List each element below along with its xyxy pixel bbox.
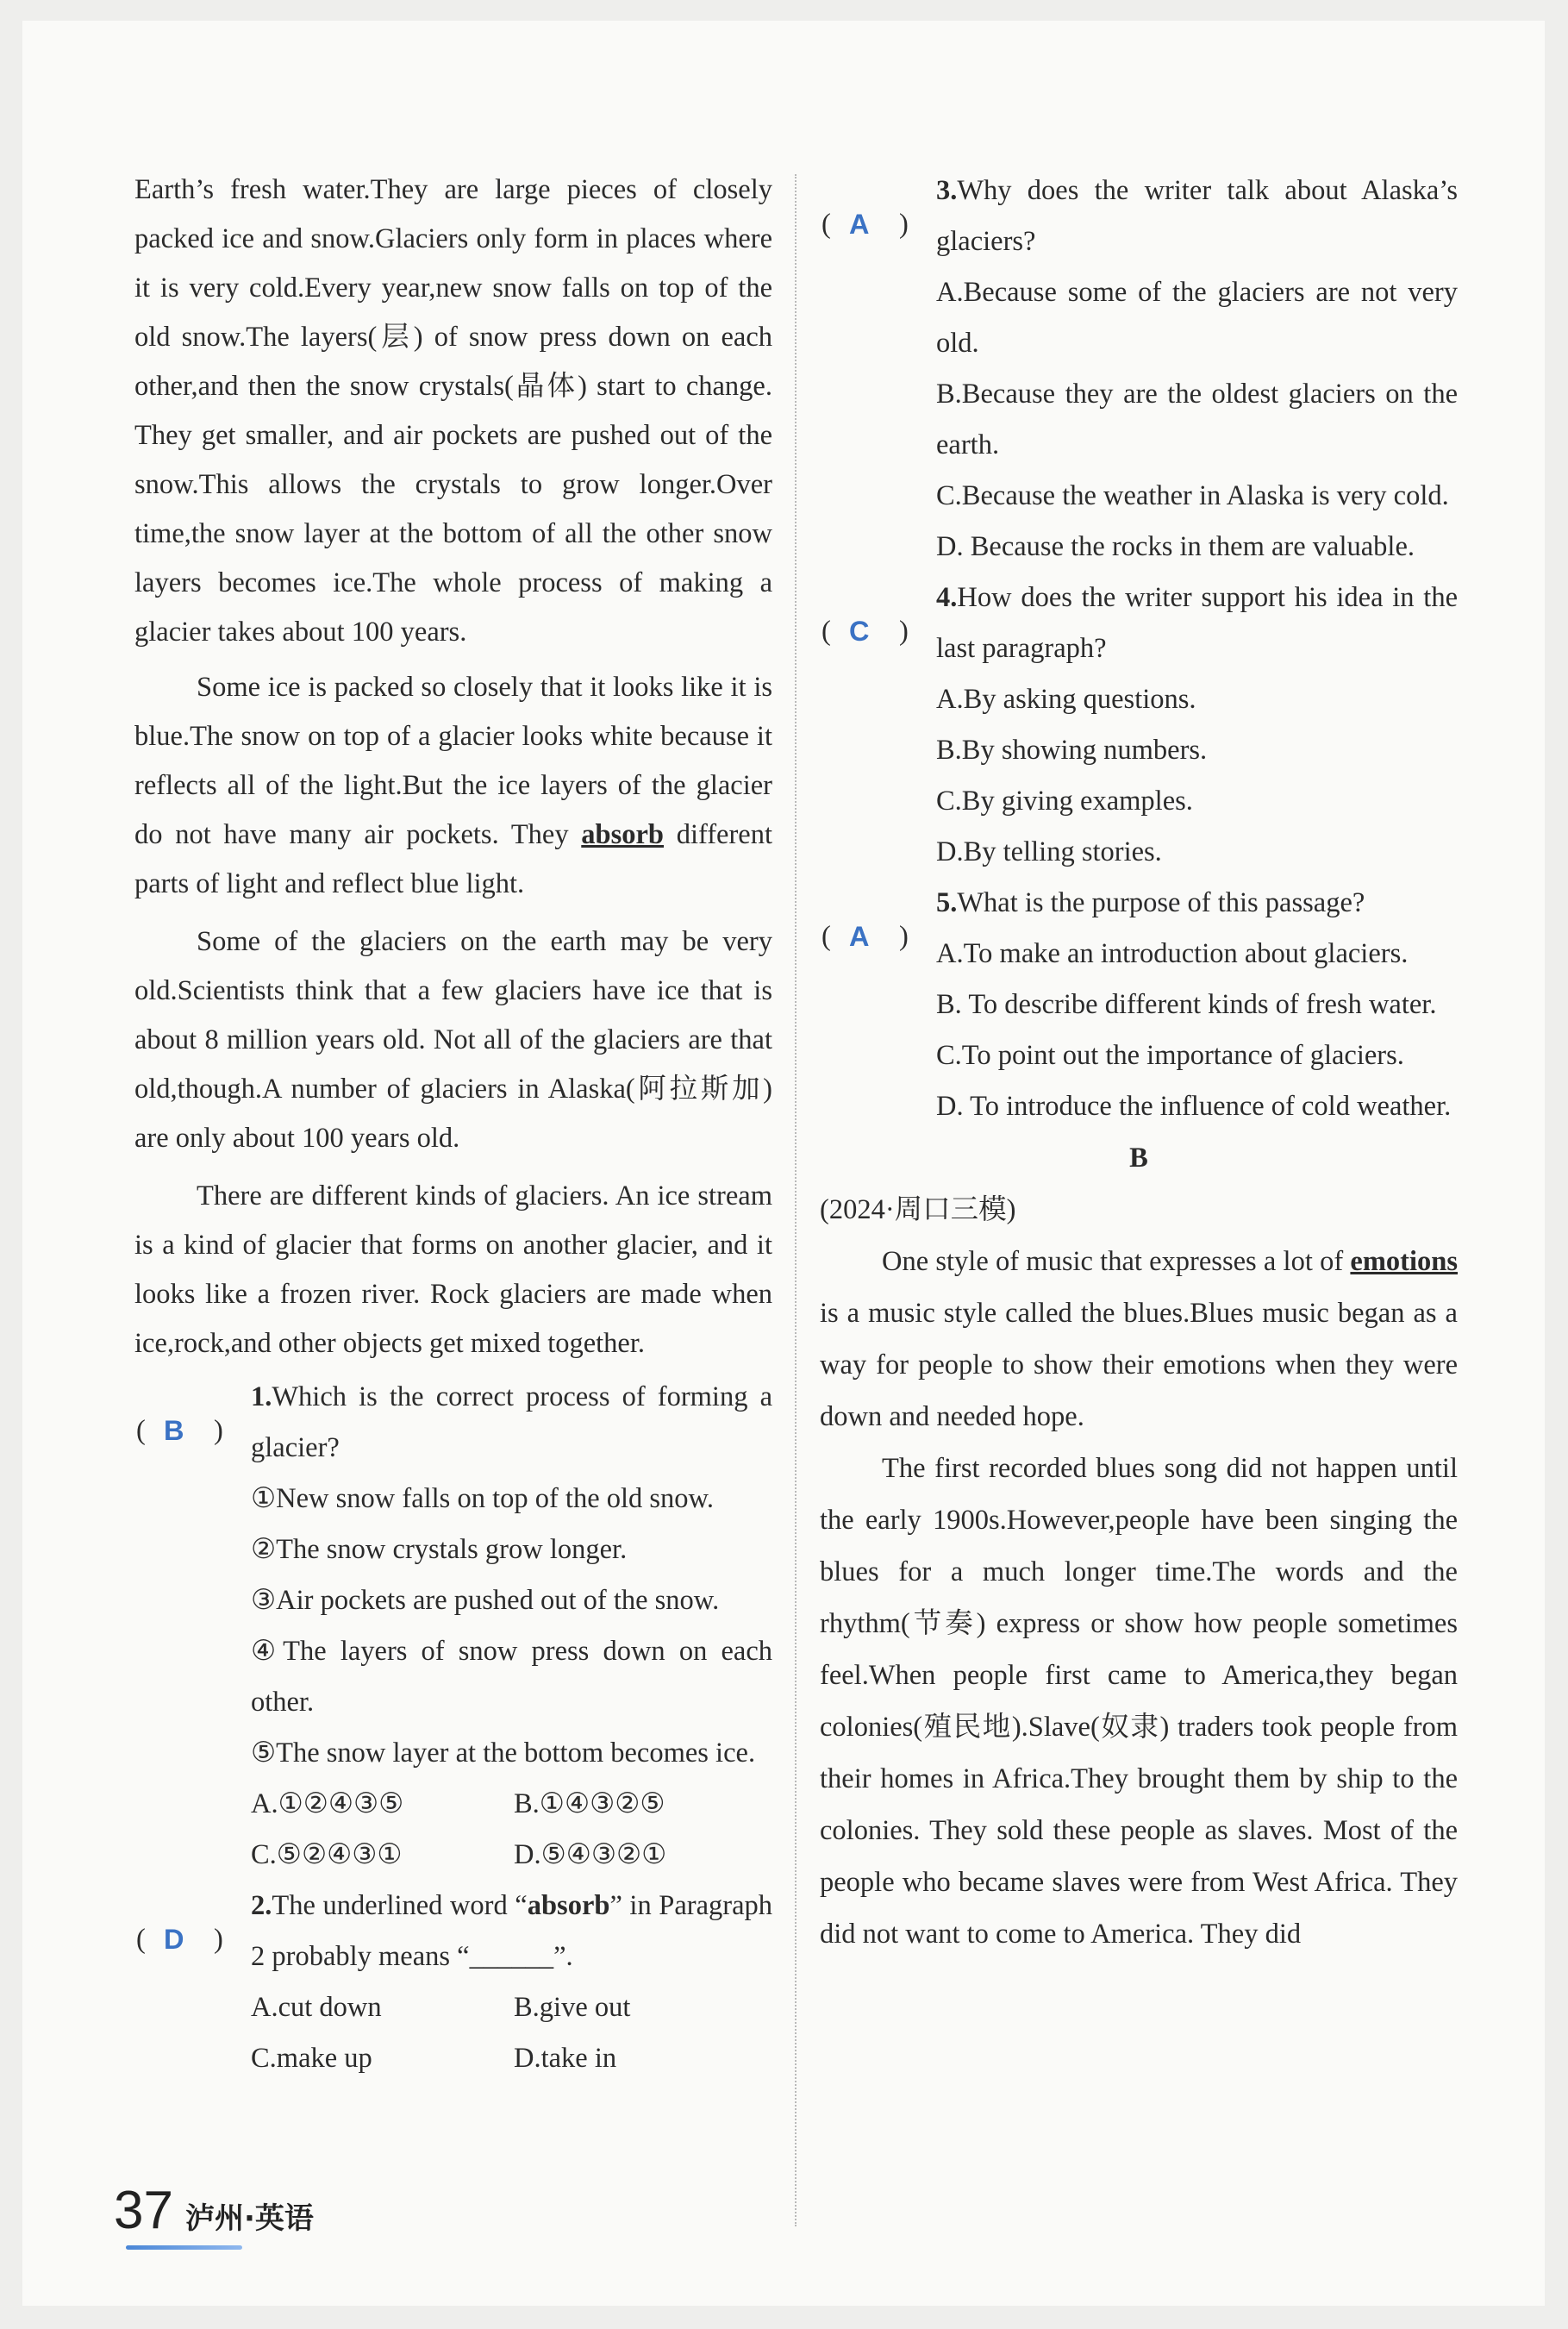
question-text: What is the purpose of this passage? [957,887,1365,918]
answer-letter: C [849,616,870,647]
option-d: D.take in [514,2043,617,2074]
passage-b-paragraph-2: The first recorded blues song did not happen until the early 1900s.However,people have been singing the blues for a much longer time.The words and the rhythm(节奏) express or show how people sometimes feel.When people first came to America,they began colonies(殖民地).Slave(奴隶) traders took people from their homes in Africa.They brought them by ship to the colonies. They sold these people as slaves. Most of the people who became slaves were from West Africa. They did not want to come to America. They did [820,1453,1458,1950]
footer-label: 泸州·英语 [184,2201,314,2236]
option-d: D.⑤④③②① [514,1839,667,1870]
question-2: ( D ) 2.The underlined word “absorb” in Paragraph 2 probably means “______”. [134,1881,772,1982]
option-d: D. To introduce the influence of cold weather. [936,1091,1452,1122]
step-1: ①New snow falls on top of the old snow. [251,1483,715,1514]
question-number: 5. [936,887,958,918]
question-keyword: absorb [527,1890,610,1921]
question-number: 1. [251,1381,272,1412]
option-b: B.give out [514,1992,631,2023]
question-stem [251,1372,772,1474]
option-c: C.⑤②④③① [251,1839,403,1870]
section-b-title: B [1129,1143,1148,1174]
passage-b-paragraph-1 [820,1236,1458,1443]
option-a: A.By asking questions. [936,684,1196,715]
workbook-page [22,21,1545,2306]
question-stem [251,1881,772,1982]
passage-a-paragraph-1: Earth’s fresh water.They are large pieces of closely packed ice and snow.Glaciers only form in places where it is very cold.Every year,new snow falls on top of the old snow.The layers(层) of snow press down on each other,and then the snow crystals(晶体) start to change. They get smaller, and air pockets are pushed out of the snow.This allows the crystals to grow longer.Over time,the snow layer at the bottom of all the other snow layers becomes ice.The whole process of making a glacier takes about 100 years. [134,174,772,648]
option-c: C.To point out the importance of glaciers. [936,1040,1404,1071]
option-a: A.Because some of the glaciers are not very old. [936,277,1458,359]
b-paragraph-1-post: is a music style called the blues.Blues music began as a way for people to show their emotions when they were down and needed hope. [820,1298,1458,1432]
answer-letter: A [849,209,870,240]
question-stem [936,166,1458,267]
option-c: C.By giving examples. [936,786,1193,817]
passage-a-paragraph-3: Some of the glaciers on the earth may be very old.Scientists think that a few glaciers have ice that is about 8 million years old. Not all of the glaciers are that old,though.A number of glaciers in Alaska(阿拉斯加) are only about 100 years old. [134,926,772,1154]
question-text-pre: The underlined word “ [272,1890,528,1921]
question-text: How does the writer support his idea in the last paragraph? [936,582,1458,664]
b-paragraph-1-pre: One style of music that expresses a lot of [882,1246,1344,1277]
answer-letter: B [164,1415,184,1446]
question-text: Which is the correct process of forming a glacier? [251,1381,772,1463]
question-text-post: ” in Paragraph 2 probably means “______”. [251,1890,773,1972]
question-3: ( A ) 3.Why does the writer talk about Alaska’s glaciers? [820,166,1458,267]
column-divider [795,174,796,2226]
option-c: C.Because the weather in Alaska is very cold. [936,480,1449,511]
step-5: ⑤The snow layer at the bottom becomes ice. [251,1737,756,1769]
step-2: ②The snow crystals grow longer. [251,1534,628,1565]
question-4: ( C ) 4.How does the writer support his idea in the last paragraph? [820,573,1458,674]
page-number: 37 [114,2181,173,2240]
step-3: ③Air pockets are pushed out of the snow. [251,1585,720,1616]
option-a: A.①②④③⑤ [251,1788,404,1819]
question-1: ( B ) 1.Which is the correct process of forming a glacier? [134,1372,772,1474]
answer-letter: D [164,1924,184,1955]
source-label: (2024·周口三模) [820,1194,1016,1225]
question-text: Why does the writer talk about Alaska’s glaciers? [936,175,1458,257]
right-column [820,21,1458,1960]
question-5: ( A ) 5.What is the purpose of this passage? [820,878,1458,929]
paragraph-2-pre: They [510,819,569,850]
underlined-word-absorb: absorb [581,819,665,850]
option-b: B.By showing numbers. [936,735,1208,766]
question-number: 2. [251,1890,272,1921]
option-b: B.①④③②⑤ [514,1788,665,1819]
q1-options [134,1779,772,1881]
left-column [134,21,772,2084]
step-4: ④The layers of snow press down on each other. [251,1636,772,1718]
option-b: B.Because they are the oldest glaciers on the earth. [936,379,1458,460]
option-b: B. To describe different kinds of fresh water. [936,989,1437,1020]
page-footer [114,2180,314,2241]
option-d: D. Because the rocks in them are valuable. [936,531,1415,562]
underlined-word-emotions: emotions [1350,1246,1458,1277]
option-c: C.make up [251,2043,372,2074]
question-number: 4. [936,582,958,613]
option-d: D.By telling stories. [936,836,1162,867]
q2-options [134,1982,772,2084]
paragraph-2-text: Some ice is packed so closely that it looks like it is blue.The snow on top of a glacier looks white because it reflects all of the light.But the ice layers of the glacier do not have many air pockets. [134,672,772,850]
footer-decoration-bar [126,2245,242,2250]
option-a: A.cut down [251,1992,382,2023]
passage-a-paragraph-2 [134,663,772,909]
option-a: A.To make an introduction about glaciers. [936,938,1409,969]
answer-letter: A [849,921,870,952]
passage-a-paragraph-4: There are different kinds of glaciers. An ice stream is a kind of glacier that forms on another glacier, and it looks like a frozen river. Rock glaciers are made when ice,rock,and other objects get mixed together. [134,1180,772,1359]
question-number: 3. [936,175,958,206]
question-stem [936,878,1458,929]
question-stem [936,573,1458,674]
paragraph-2-post: different parts of light and reflect blue light. [134,819,772,899]
